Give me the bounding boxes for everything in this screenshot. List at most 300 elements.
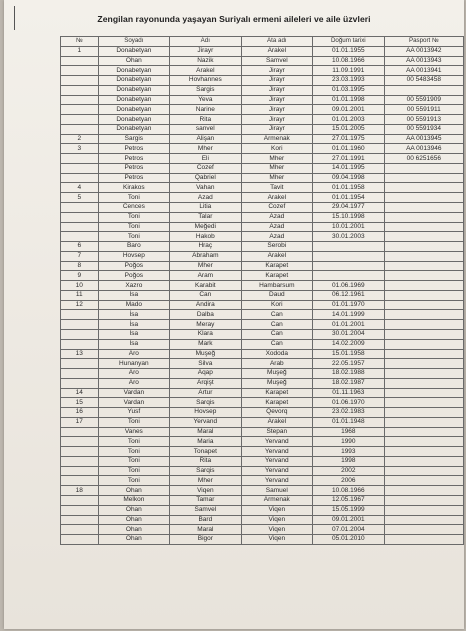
cell-father-name: Can <box>241 310 313 320</box>
cell-birth-date <box>313 261 385 271</box>
cell-father-name: Cozef <box>241 203 313 213</box>
cell-name: Hakob <box>170 232 241 242</box>
cell-passport <box>384 173 463 183</box>
cell-birth-date: 01.01.1970 <box>313 300 385 310</box>
table-row <box>61 329 464 339</box>
cell-surname: Yusf <box>98 408 170 418</box>
cell-passport: AA 0013945 <box>384 134 463 144</box>
cell-birth-date: 09.04.1998 <box>313 173 385 183</box>
cell-passport <box>384 515 463 525</box>
cell-name: Litia <box>170 203 241 213</box>
cell-passport <box>384 339 463 349</box>
cell-name: Can <box>170 290 241 300</box>
table-row <box>61 515 464 525</box>
table-row <box>61 85 464 95</box>
cell-number: 10 <box>61 281 99 291</box>
cell-number <box>61 427 99 437</box>
cell-birth-date: 30.01.2003 <box>313 232 385 242</box>
table-row <box>61 76 464 86</box>
cell-name: Muşeğ <box>170 349 241 359</box>
cell-father-name: Mher <box>241 163 313 173</box>
cell-birth-date: 05.01.2010 <box>313 535 385 545</box>
cell-father-name: Yervand <box>241 437 313 447</box>
cell-passport: 00 5591909 <box>384 95 463 105</box>
cell-birth-date: 01.01.1998 <box>313 95 385 105</box>
cell-father-name: Muşeğ <box>241 378 313 388</box>
cell-passport <box>384 525 463 535</box>
table-row <box>61 369 464 379</box>
table-row <box>61 261 464 271</box>
cell-passport <box>384 349 463 359</box>
cell-passport <box>384 417 463 427</box>
cell-number: 11 <box>61 290 99 300</box>
cell-number <box>61 495 99 505</box>
cell-name: Aqap <box>170 369 241 379</box>
cell-surname: Toni <box>98 222 170 232</box>
table-row <box>61 203 464 213</box>
cell-father-name: Muşeğ <box>241 369 313 379</box>
table-row <box>61 66 464 76</box>
cell-number: 4 <box>61 183 99 193</box>
cell-name: Dalba <box>170 310 241 320</box>
cell-birth-date: 10.01.2001 <box>313 222 385 232</box>
cell-passport <box>384 242 463 252</box>
cell-birth-date: 12.05.1967 <box>313 495 385 505</box>
table-row <box>61 408 464 418</box>
cell-passport <box>384 251 463 261</box>
cell-surname: Aro <box>98 378 170 388</box>
cell-passport <box>384 329 463 339</box>
cell-surname: Mado <box>98 300 170 310</box>
cell-name: Aram <box>170 271 241 281</box>
table-row <box>61 183 464 193</box>
cell-birth-date: 14.02.2009 <box>313 339 385 349</box>
cell-father-name: Jirayr <box>241 76 313 86</box>
col-header-number: № <box>61 37 99 47</box>
cell-number <box>61 378 99 388</box>
cell-surname: Vardan <box>98 388 170 398</box>
cell-number: 9 <box>61 271 99 281</box>
table-row <box>61 437 464 447</box>
cell-number: 6 <box>61 242 99 252</box>
cell-name: Tonapet <box>170 447 241 457</box>
cell-surname: Ohan <box>98 525 170 535</box>
cell-father-name: Viqen <box>241 525 313 535</box>
cell-father-name: Armenak <box>241 495 313 505</box>
cell-birth-date: 15.01.1958 <box>313 349 385 359</box>
table-row <box>61 349 464 359</box>
cell-number: 13 <box>61 349 99 359</box>
cell-name: Bard <box>170 515 241 525</box>
cell-number <box>61 56 99 66</box>
cell-surname: Vardan <box>98 398 170 408</box>
cell-number <box>61 232 99 242</box>
cell-number: 18 <box>61 486 99 496</box>
cell-surname: Toni <box>98 437 170 447</box>
cell-passport <box>384 427 463 437</box>
cell-surname: Ohan <box>98 535 170 545</box>
cell-passport <box>384 222 463 232</box>
cell-name: Klara <box>170 329 241 339</box>
cell-passport <box>384 310 463 320</box>
cell-name: Bigor <box>170 535 241 545</box>
cell-surname: Donabetyan <box>98 95 170 105</box>
cell-name: Karabit <box>170 281 241 291</box>
cell-name: Sargis <box>170 85 241 95</box>
cell-name: Sarqis <box>170 398 241 408</box>
cell-surname: Poğos <box>98 271 170 281</box>
cell-number: 12 <box>61 300 99 310</box>
cell-father-name: Viqen <box>241 515 313 525</box>
cell-number: 5 <box>61 193 99 203</box>
cell-name: Mher <box>170 476 241 486</box>
cell-name: Andira <box>170 300 241 310</box>
cell-passport: 00 5591934 <box>384 124 463 134</box>
cell-name: Mher <box>170 144 241 154</box>
cell-birth-date: 01.01.1960 <box>313 144 385 154</box>
cell-number: 1 <box>61 46 99 56</box>
cell-father-name: Mher <box>241 154 313 164</box>
table-row <box>61 290 464 300</box>
cell-surname: Donabetyan <box>98 46 170 56</box>
col-header-name: Adı <box>170 37 241 47</box>
cell-father-name: Jirayr <box>241 115 313 125</box>
cell-surname: Kirakos <box>98 183 170 193</box>
cell-name: Talar <box>170 212 241 222</box>
cell-number <box>61 437 99 447</box>
col-header-passport: Pasport № <box>384 37 463 47</box>
cell-birth-date <box>313 271 385 281</box>
cell-surname: İsa <box>98 320 170 330</box>
cell-father-name: Can <box>241 339 313 349</box>
cell-number: 2 <box>61 134 99 144</box>
cell-number <box>61 515 99 525</box>
header-row <box>61 37 464 47</box>
cell-birth-date: 22.05.1957 <box>313 359 385 369</box>
cell-name: Meray <box>170 320 241 330</box>
table-row <box>61 378 464 388</box>
cell-passport: 00 5591913 <box>384 115 463 125</box>
cell-birth-date: 01.01.2003 <box>313 115 385 125</box>
cell-number: 14 <box>61 388 99 398</box>
cell-father-name: Daud <box>241 290 313 300</box>
cell-number <box>61 456 99 466</box>
cell-surname: Ohan <box>98 486 170 496</box>
cell-number: 15 <box>61 398 99 408</box>
table-row <box>61 320 464 330</box>
table-row <box>61 154 464 164</box>
cell-father-name: Viqen <box>241 535 313 545</box>
cell-father-name: Yervand <box>241 456 313 466</box>
cell-birth-date: 01.01.1958 <box>313 183 385 193</box>
cell-father-name: Xododa <box>241 349 313 359</box>
table-row <box>61 95 464 105</box>
families-table <box>60 36 464 545</box>
table-row <box>61 115 464 125</box>
table-row <box>61 417 464 427</box>
cell-birth-date: 29.04.1977 <box>313 203 385 213</box>
cell-name: Yervand <box>170 417 241 427</box>
cell-father-name: Kori <box>241 300 313 310</box>
cell-father-name: Mher <box>241 173 313 183</box>
cell-birth-date: 23.02.1983 <box>313 408 385 418</box>
table-row <box>61 495 464 505</box>
cell-number <box>61 76 99 86</box>
cell-name: Meğedi <box>170 222 241 232</box>
cell-surname: İsa <box>98 290 170 300</box>
cell-birth-date: 01.06.1969 <box>313 281 385 291</box>
cell-number: 16 <box>61 408 99 418</box>
cell-number <box>61 505 99 515</box>
cell-name: Cozef <box>170 163 241 173</box>
cell-surname: Petros <box>98 163 170 173</box>
cell-name: Hovsep <box>170 408 241 418</box>
cell-number: 8 <box>61 261 99 271</box>
cell-name: Viqen <box>170 486 241 496</box>
cell-father-name: Samvel <box>241 56 313 66</box>
cell-father-name: Qevorq <box>241 408 313 418</box>
cell-surname: Aro <box>98 349 170 359</box>
cell-number: 3 <box>61 144 99 154</box>
table-body <box>61 46 464 544</box>
cell-father-name: Yervand <box>241 476 313 486</box>
cell-number <box>61 320 99 330</box>
cell-birth-date: 15.01.2005 <box>313 124 385 134</box>
cell-name: Alişan <box>170 134 241 144</box>
cell-birth-date: 01.01.1948 <box>313 417 385 427</box>
cell-father-name: Jirayr <box>241 95 313 105</box>
cell-surname: Donabetyan <box>98 124 170 134</box>
cell-birth-date: 30.01.2004 <box>313 329 385 339</box>
cell-birth-date: 01.01.1954 <box>313 193 385 203</box>
cell-surname: Toni <box>98 417 170 427</box>
cell-father-name: Can <box>241 329 313 339</box>
cell-father-name: Yervand <box>241 447 313 457</box>
cell-father-name: Yervand <box>241 466 313 476</box>
cell-surname: Cences <box>98 203 170 213</box>
table-row <box>61 271 464 281</box>
cell-birth-date: 10.08.1966 <box>313 56 385 66</box>
cell-name: Jirayr <box>170 46 241 56</box>
cell-surname: Aro <box>98 369 170 379</box>
cell-surname: Vanes <box>98 427 170 437</box>
cell-number <box>61 359 99 369</box>
cell-father-name: Karapet <box>241 261 313 271</box>
cell-father-name: Arakel <box>241 417 313 427</box>
cell-name: Samvel <box>170 505 241 515</box>
cell-birth-date: 1998 <box>313 456 385 466</box>
cell-name: Vahan <box>170 183 241 193</box>
cell-surname: Toni <box>98 476 170 486</box>
cell-number <box>61 212 99 222</box>
cell-surname: Melkon <box>98 495 170 505</box>
table-row <box>61 339 464 349</box>
cell-father-name: Jirayr <box>241 124 313 134</box>
cell-surname: Poğos <box>98 261 170 271</box>
cell-birth-date: 18.02.1987 <box>313 378 385 388</box>
cell-name: Maria <box>170 437 241 447</box>
cell-father-name: Samuel <box>241 486 313 496</box>
cell-birth-date: 27.01.1975 <box>313 134 385 144</box>
cell-number <box>61 339 99 349</box>
cell-passport <box>384 300 463 310</box>
cell-passport <box>384 193 463 203</box>
cell-number <box>61 105 99 115</box>
table-row <box>61 525 464 535</box>
cell-number <box>61 163 99 173</box>
cell-number: 7 <box>61 251 99 261</box>
cell-name: Arakel <box>170 66 241 76</box>
cell-number <box>61 115 99 125</box>
cell-passport: 00 5483458 <box>384 76 463 86</box>
cell-number: 17 <box>61 417 99 427</box>
cell-surname: Toni <box>98 212 170 222</box>
cell-number <box>61 203 99 213</box>
cell-passport: AA 0013943 <box>384 56 463 66</box>
cell-name: Eli <box>170 154 241 164</box>
cell-surname: Toni <box>98 447 170 457</box>
table-row <box>61 222 464 232</box>
cell-number <box>61 173 99 183</box>
cell-birth-date: 2006 <box>313 476 385 486</box>
cell-name: Mark <box>170 339 241 349</box>
cell-name: Mher <box>170 261 241 271</box>
cell-birth-date: 01.11.1963 <box>313 388 385 398</box>
cell-father-name: Tavit <box>241 183 313 193</box>
cell-surname: Donabetyan <box>98 85 170 95</box>
cell-surname: Xazro <box>98 281 170 291</box>
cell-name: Qabriel <box>170 173 241 183</box>
table-row <box>61 56 464 66</box>
cell-passport <box>384 466 463 476</box>
table-row <box>61 124 464 134</box>
cell-name: Maral <box>170 525 241 535</box>
cell-birth-date: 01.06.1970 <box>313 398 385 408</box>
cell-birth-date <box>313 251 385 261</box>
cell-passport <box>384 320 463 330</box>
cell-birth-date: 11.09.1991 <box>313 66 385 76</box>
table-row <box>61 486 464 496</box>
cell-passport: AA 0013942 <box>384 46 463 56</box>
cell-passport <box>384 85 463 95</box>
cell-birth-date: 09.01.2001 <box>313 105 385 115</box>
cell-passport <box>384 203 463 213</box>
cell-father-name: Azad <box>241 222 313 232</box>
cell-number <box>61 95 99 105</box>
cell-name: Silva <box>170 359 241 369</box>
cell-passport <box>384 261 463 271</box>
cell-name: Artur <box>170 388 241 398</box>
cell-name: Yeva <box>170 95 241 105</box>
table-row <box>61 281 464 291</box>
cell-passport <box>384 163 463 173</box>
cell-surname: Hunanyan <box>98 359 170 369</box>
cell-surname: Petros <box>98 173 170 183</box>
cell-surname: Donabetyan <box>98 66 170 76</box>
cell-passport <box>384 447 463 457</box>
cell-passport <box>384 495 463 505</box>
cell-surname: Hovsep <box>98 251 170 261</box>
cell-father-name: Jirayr <box>241 85 313 95</box>
cell-father-name: Azad <box>241 212 313 222</box>
cell-father-name: Jirayr <box>241 105 313 115</box>
cell-father-name: Can <box>241 320 313 330</box>
cell-father-name: Karapet <box>241 398 313 408</box>
cell-birth-date: 15.05.1999 <box>313 505 385 515</box>
cell-surname: Donabetyan <box>98 76 170 86</box>
cell-surname: Ohan <box>98 515 170 525</box>
col-header-father-name: Ata adı <box>241 37 313 47</box>
cell-surname: Toni <box>98 232 170 242</box>
cell-passport <box>384 456 463 466</box>
cell-passport: 00 5591911 <box>384 105 463 115</box>
cell-number <box>61 535 99 545</box>
cell-number <box>61 85 99 95</box>
cell-birth-date: 2002 <box>313 466 385 476</box>
table-row <box>61 398 464 408</box>
cell-surname: İsa <box>98 329 170 339</box>
cell-passport <box>384 408 463 418</box>
cell-passport <box>384 505 463 515</box>
cell-number <box>61 447 99 457</box>
cell-passport: AA 0013946 <box>384 144 463 154</box>
cell-father-name: Armenak <box>241 134 313 144</box>
cell-birth-date: 01.01.2001 <box>313 320 385 330</box>
cell-name: Hovhannes <box>170 76 241 86</box>
cell-surname: Donabetyan <box>98 115 170 125</box>
cell-father-name: Arakel <box>241 193 313 203</box>
document-page <box>4 0 464 629</box>
table-header <box>61 37 464 47</box>
cell-name: Rita <box>170 456 241 466</box>
table-row <box>61 251 464 261</box>
cell-name: Abraham <box>170 251 241 261</box>
cell-birth-date: 1968 <box>313 427 385 437</box>
cell-birth-date: 07.01.2004 <box>313 525 385 535</box>
cell-birth-date: 23.03.1993 <box>313 76 385 86</box>
cell-surname: Toni <box>98 456 170 466</box>
cell-number <box>61 466 99 476</box>
cell-birth-date: 01.01.1955 <box>313 46 385 56</box>
cell-father-name: Viqen <box>241 505 313 515</box>
cell-surname: Donabetyan <box>98 105 170 115</box>
table-row <box>61 476 464 486</box>
cell-name: Rita <box>170 115 241 125</box>
cell-surname: Petros <box>98 154 170 164</box>
cell-passport: AA 0013941 <box>384 66 463 76</box>
cell-passport <box>384 476 463 486</box>
cell-birth-date: 14.01.1995 <box>313 163 385 173</box>
table-row <box>61 456 464 466</box>
table-row <box>61 173 464 183</box>
cell-surname: İsa <box>98 310 170 320</box>
cell-birth-date: 1990 <box>313 437 385 447</box>
cell-father-name: Azad <box>241 232 313 242</box>
cell-father-name: Hambarsum <box>241 281 313 291</box>
cell-number <box>61 369 99 379</box>
cell-number <box>61 124 99 134</box>
cell-number <box>61 525 99 535</box>
table-row <box>61 359 464 369</box>
cell-birth-date: 1993 <box>313 447 385 457</box>
cell-name: Sarqis <box>170 466 241 476</box>
cell-father-name: Arab <box>241 359 313 369</box>
cell-birth-date: 06.12.1961 <box>313 290 385 300</box>
cell-father-name: Stepan <box>241 427 313 437</box>
table-row <box>61 310 464 320</box>
cell-father-name: Karapet <box>241 388 313 398</box>
cell-passport: 00 6251656 <box>384 154 463 164</box>
